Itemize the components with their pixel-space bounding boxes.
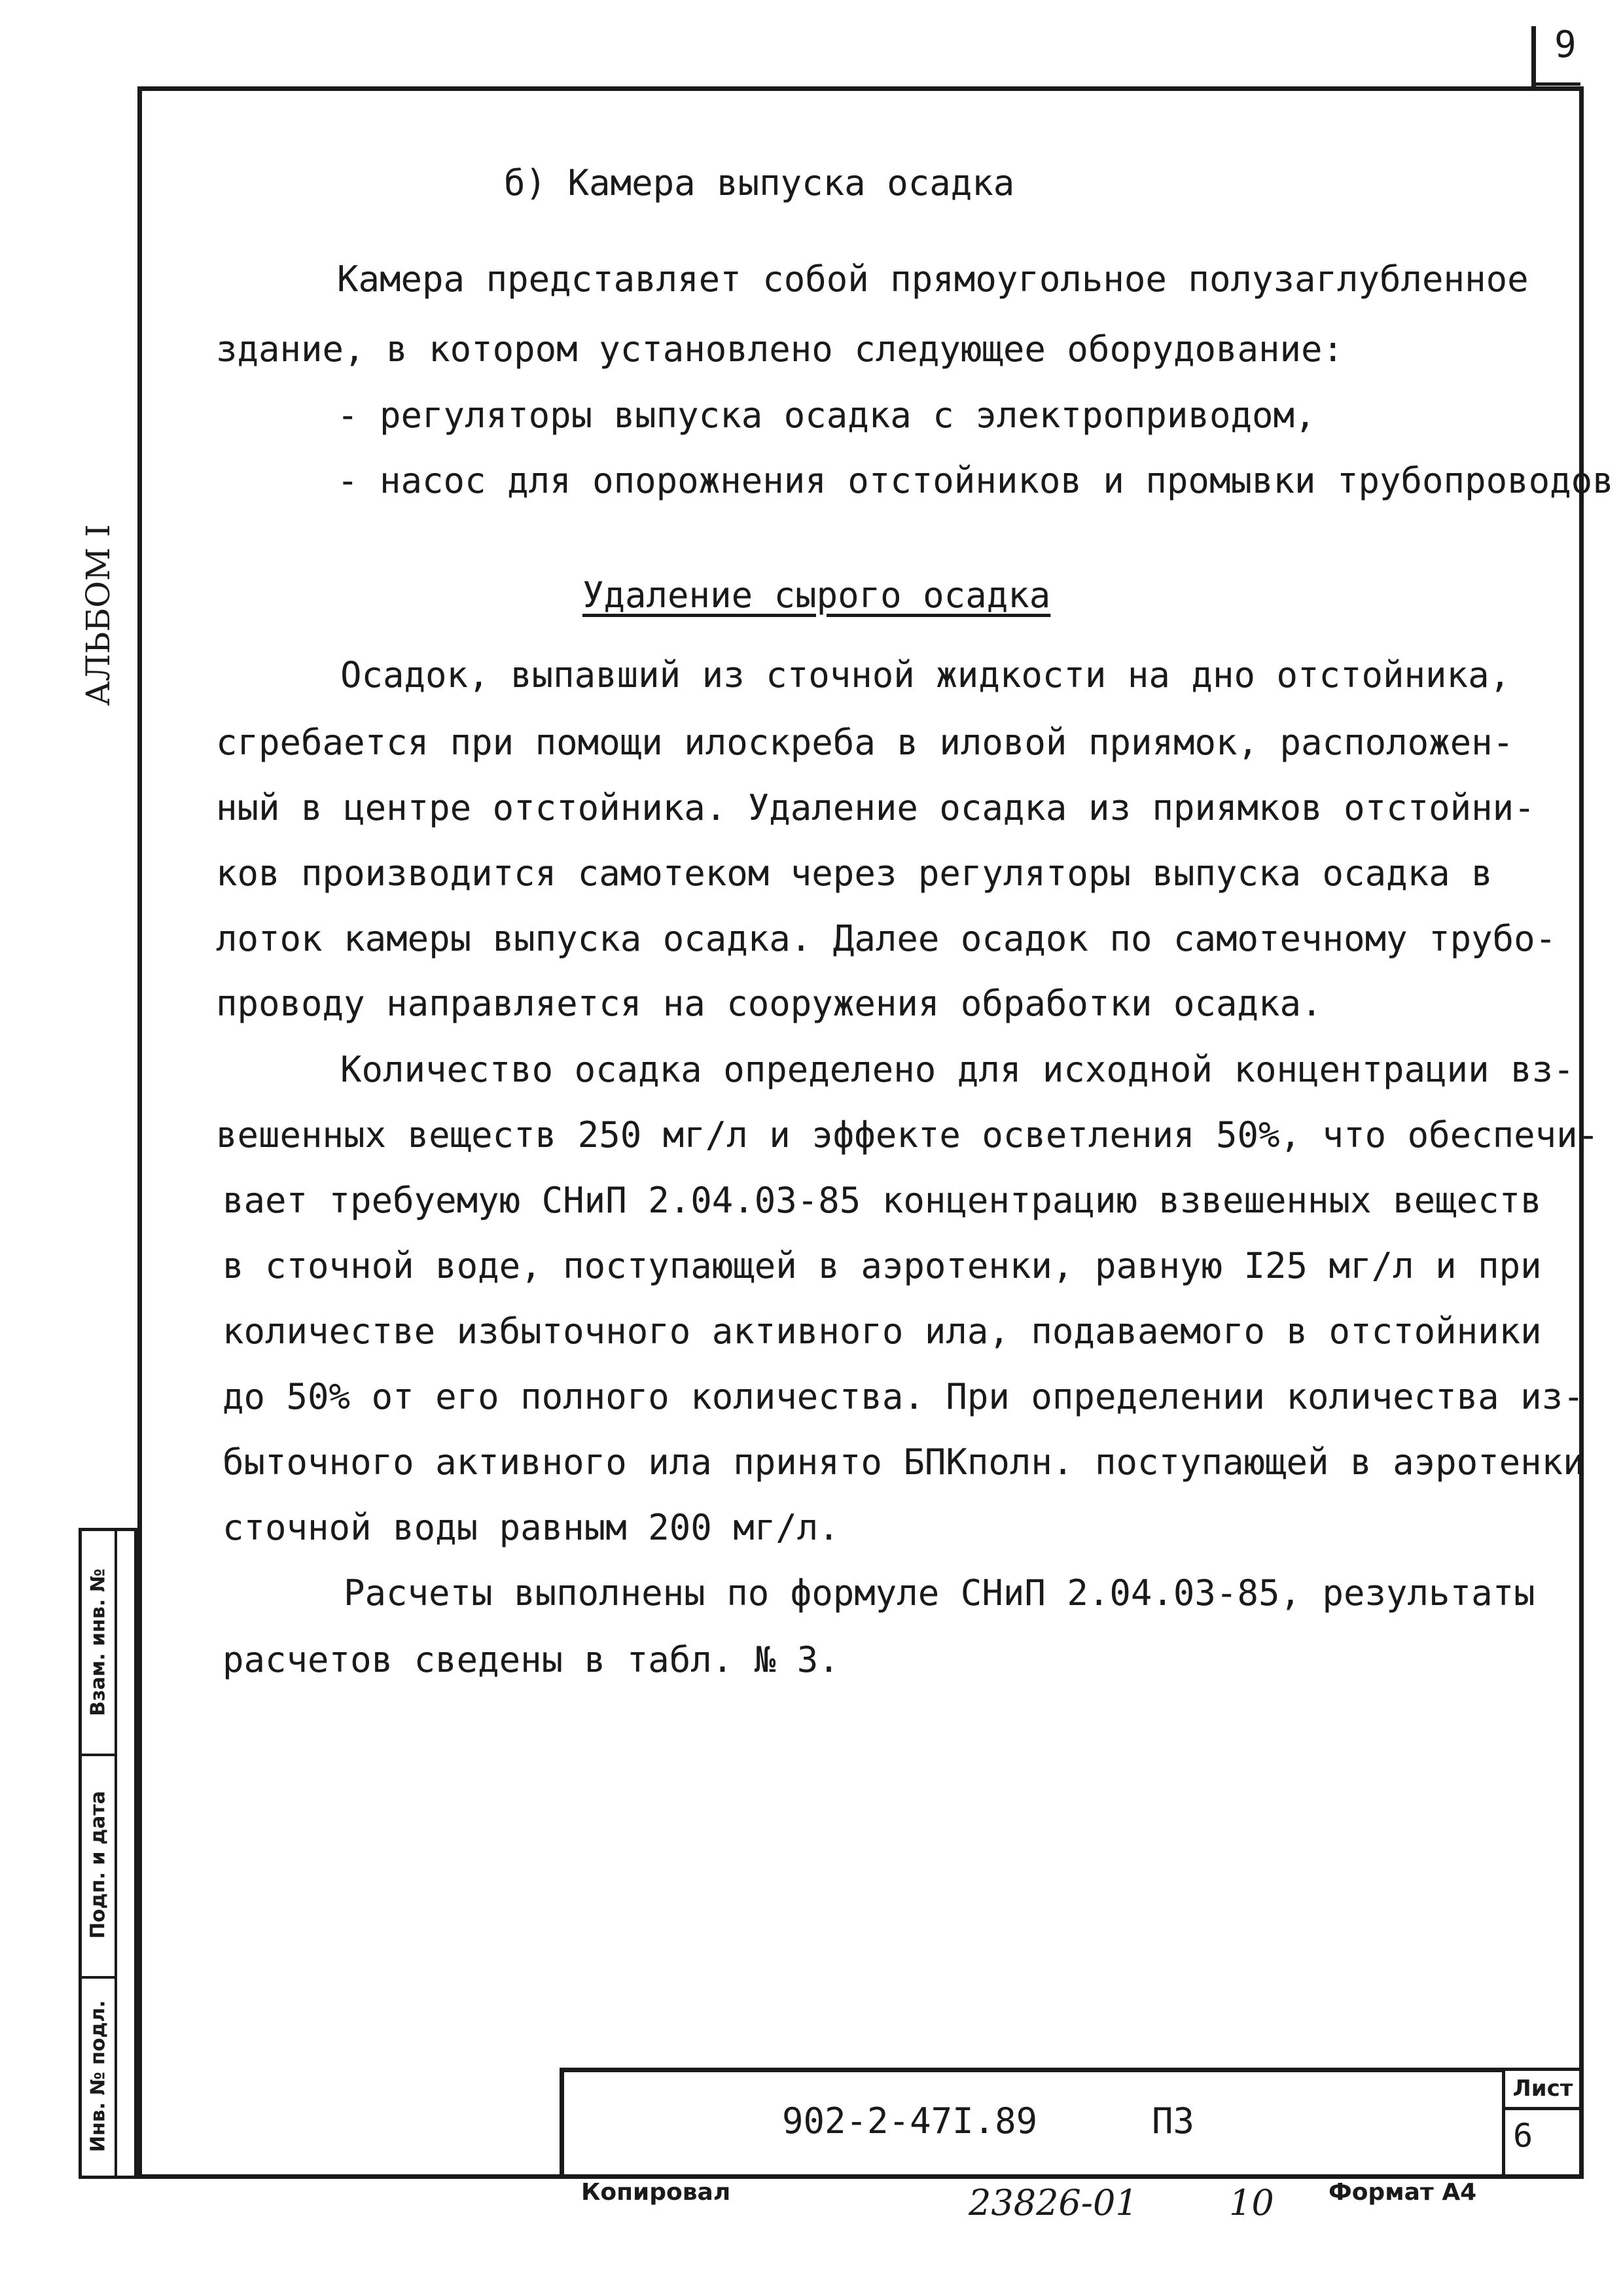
text-line: ков производится самотеком через регуляторы выпуска осадка в bbox=[216, 853, 1493, 894]
side-label-vzam-inv: Взам. инв. № bbox=[86, 1568, 110, 1716]
text-line: Количество осадка определено для исходной концентрации вз- bbox=[340, 1049, 1575, 1090]
text-line: сточной воды равным 200 мг/л. bbox=[223, 1507, 840, 1548]
text-line: проводу направляется на сооружения обработки осадка. bbox=[216, 983, 1323, 1024]
subheading: Удаление сырого осадка bbox=[582, 574, 1051, 616]
side-cell-vzam bbox=[82, 1531, 115, 1756]
text-line: ный в центре отстойника. Удаление осадка из приямков отстойни- bbox=[216, 787, 1535, 828]
text-line: в сточной воде, поступающей в аэротенки, равную I25 мг/л и при bbox=[223, 1245, 1542, 1286]
text-line: Камера представляет собой прямоугольное полузаглубленное bbox=[337, 258, 1529, 300]
side-label-inv-podl: Инв. № подл. bbox=[86, 2000, 110, 2152]
sheet-box bbox=[1502, 2068, 1584, 2179]
album-label bbox=[79, 524, 118, 706]
text-line: вешенных веществ 250 мг/л и эффекте осветления 50%, что обеспечи- bbox=[216, 1114, 1599, 1156]
text-line: количестве избыточного активного ила, подаваемого в отстойники bbox=[223, 1311, 1542, 1352]
section-heading: б) Камера выпуска осадка bbox=[504, 162, 1015, 203]
text-line: расчетов сведены в табл. № 3. bbox=[223, 1639, 840, 1680]
sheet-number: 6 bbox=[1513, 2117, 1533, 2155]
side-approval-strip bbox=[79, 1528, 137, 2179]
text-line: Осадок, выпавший из сточной жидкости на дно отстойника, bbox=[340, 654, 1511, 696]
page-number: 9 bbox=[1554, 24, 1577, 66]
format-label: Формат А4 bbox=[1329, 2179, 1477, 2206]
text-line: до 50% от его полного количества. При определении количества из- bbox=[223, 1376, 1584, 1417]
text-line: лоток камеры выпуска осадка. Далее осадок по самотечному трубо- bbox=[216, 918, 1557, 959]
order-number: 23826-01 bbox=[969, 2182, 1138, 2223]
text-line: быточного активного ила принято БПКполн. поступающей в аэротенки bbox=[223, 1441, 1584, 1483]
document-code: 902-2-47I.89 bbox=[782, 2100, 1038, 2142]
text-line: Расчеты выполнены по формуле СНиП 2.04.03-85, результаты bbox=[344, 1572, 1535, 1614]
side-strip-labels bbox=[82, 1531, 117, 2176]
text-line: сгребается при помощи илоскреба в иловой приямок, расположен- bbox=[216, 722, 1514, 763]
list-item: - регуляторы выпуска осадка с электроприводом, bbox=[337, 395, 1316, 436]
sheet-label: Лист bbox=[1505, 2071, 1580, 2110]
side-label-podp-data: Подп. и дата bbox=[86, 1790, 110, 1939]
text-line: здание, в котором установлено следующее оборудование: bbox=[216, 328, 1344, 370]
copied-label: Копировал bbox=[581, 2179, 731, 2206]
document-type: ПЗ bbox=[1152, 2100, 1195, 2142]
top-corner-mark bbox=[1531, 26, 1536, 86]
side-cell-podp bbox=[82, 1754, 115, 1979]
list-item: - насос для опорожнения отстойников и промывки трубопроводов bbox=[337, 460, 1614, 501]
album-label-text: АЛЬБОМ I bbox=[79, 524, 117, 706]
handwritten-sheet: 10 bbox=[1229, 2182, 1274, 2223]
side-cell-inv bbox=[82, 1976, 115, 2176]
top-corner-line bbox=[1531, 82, 1580, 86]
text-line: вает требуемую СНиП 2.04.03-85 концентрацию взвешенных веществ bbox=[223, 1180, 1542, 1221]
